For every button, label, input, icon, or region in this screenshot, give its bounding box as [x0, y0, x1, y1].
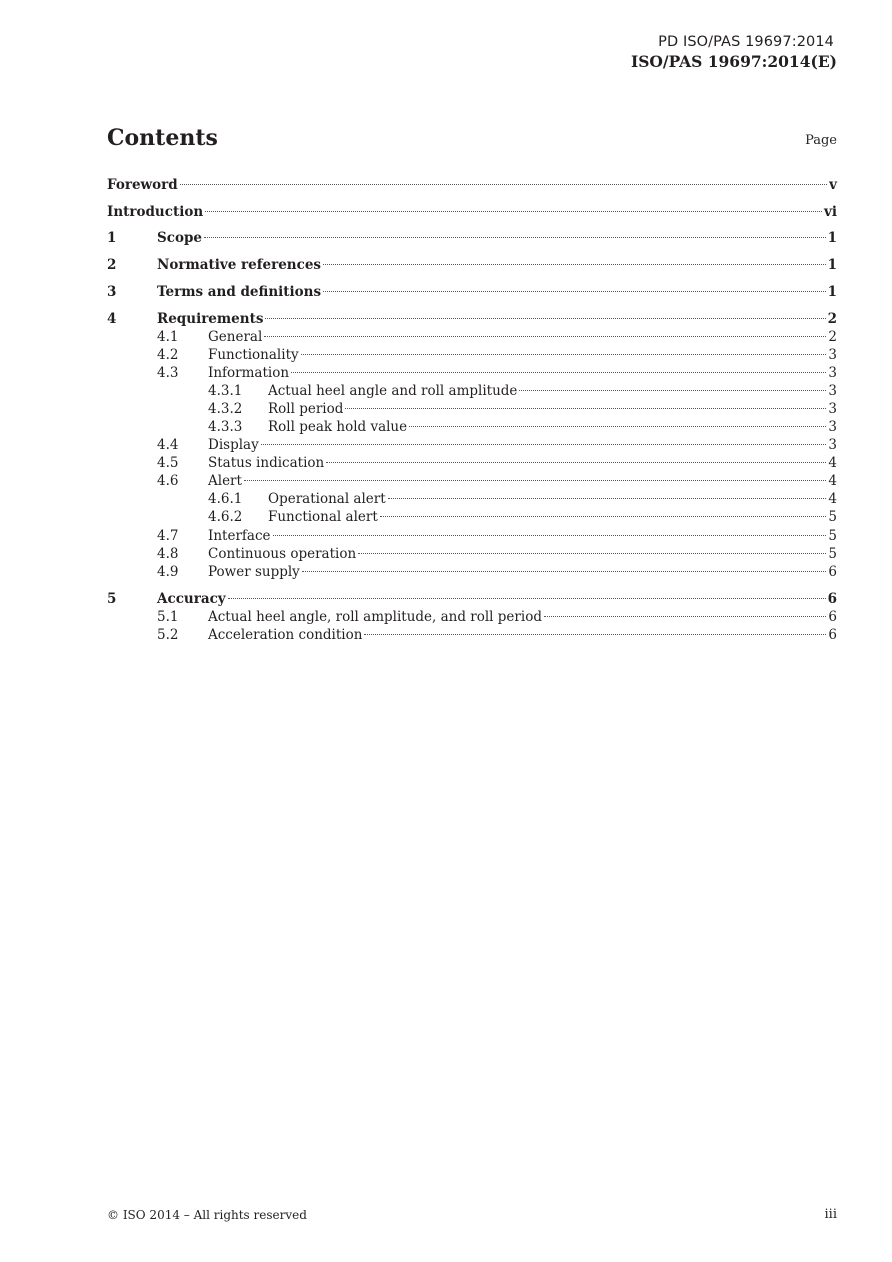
- toc-entry-number: 5: [107, 591, 117, 607]
- toc-leader-dots: [358, 552, 826, 554]
- toc-entry[interactable]: [107, 563, 837, 581]
- toc-leader-dots: [519, 389, 826, 391]
- toc-entry-label: Functionality: [208, 347, 299, 363]
- toc-entry-page: 2: [828, 329, 837, 345]
- toc-leader-dots: [326, 461, 826, 463]
- toc-entry[interactable]: [107, 283, 837, 301]
- toc-leader-dots: [544, 615, 826, 617]
- toc-entry-number: 3: [107, 284, 117, 300]
- toc-entry[interactable]: [107, 436, 837, 454]
- toc-entry-page: 3: [828, 383, 837, 399]
- toc-leader-dots: [204, 236, 826, 238]
- toc-entry-number: 4.6: [157, 473, 179, 489]
- toc-entry-number: 4.2: [157, 347, 179, 363]
- toc-entry[interactable]: [107, 382, 837, 400]
- toc-entry-page: 3: [828, 437, 837, 453]
- header-standard-number: ISO/PAS 19697:2014(E): [630, 52, 837, 71]
- toc-entry[interactable]: [107, 203, 837, 221]
- toc-entry-number: 4.5: [157, 455, 179, 471]
- toc-entry-label: Power supply: [208, 564, 300, 580]
- toc-entry[interactable]: [107, 454, 837, 472]
- footer-page-number: iii: [824, 1207, 837, 1222]
- toc-leader-dots: [364, 633, 826, 635]
- toc-leader-dots: [244, 479, 826, 481]
- toc-entry-label: Terms and definitions: [157, 284, 322, 300]
- toc-entry-page: 3: [828, 365, 837, 381]
- toc-leader-dots: [302, 570, 827, 572]
- toc-entry-label: Roll peak hold value: [268, 419, 408, 435]
- toc-entry[interactable]: [107, 472, 837, 490]
- toc-leader-dots: [323, 263, 826, 265]
- toc-leader-dots: [180, 183, 827, 185]
- toc-entry[interactable]: [107, 508, 837, 526]
- toc-entry-page: 3: [828, 347, 837, 363]
- toc-leader-dots: [380, 515, 827, 517]
- toc-entry-page: 3: [828, 419, 837, 435]
- toc-entry-number: 4: [107, 311, 117, 327]
- toc-entry-number: 4.9: [157, 564, 179, 580]
- toc-entry-label: Accuracy: [157, 591, 226, 607]
- toc-entry-number: 1: [107, 230, 117, 246]
- toc-entry-label: Scope: [157, 230, 203, 246]
- toc-entry-page: 6: [828, 609, 837, 625]
- toc-entry-number: 4.3.1: [208, 383, 243, 399]
- toc-entry-label: Actual heel angle and roll amplitude: [268, 383, 518, 399]
- toc-leader-dots: [264, 335, 826, 337]
- toc-entry-number: 4.6.1: [208, 491, 243, 507]
- toc-entry-number: 4.3: [157, 365, 179, 381]
- toc-entry-page: v: [829, 177, 837, 193]
- toc-entry-label: Display: [208, 437, 259, 453]
- toc-entry[interactable]: [107, 346, 837, 364]
- toc-entry-page: vi: [824, 204, 837, 220]
- toc-entry-number: 4.3.2: [208, 401, 243, 417]
- toc-entry[interactable]: [107, 418, 837, 436]
- toc-entry-label: Normative references: [157, 257, 322, 273]
- toc-entry-page: 4: [828, 491, 837, 507]
- toc-leader-dots: [291, 371, 826, 373]
- toc-entry-page: 6: [827, 591, 837, 607]
- toc-entry-number: 2: [107, 257, 117, 273]
- toc-leader-dots: [388, 497, 827, 499]
- toc-leader-dots: [273, 534, 827, 536]
- toc-entry[interactable]: [107, 176, 837, 194]
- toc-leader-dots: [345, 407, 826, 409]
- toc-entry-number: 4.6.2: [208, 509, 243, 525]
- header-designation: PD ISO/PAS 19697:2014: [658, 34, 834, 50]
- toc-entry-page: 4: [828, 473, 837, 489]
- toc-entry-label: Continuous operation: [208, 546, 357, 562]
- footer-copyright: © ISO 2014 – All rights reserved: [107, 1208, 307, 1222]
- toc-entry-page: 4: [828, 455, 837, 471]
- toc-entry-label: Introduction: [107, 204, 204, 220]
- toc-leader-dots: [205, 210, 822, 212]
- page-column-label: Page: [805, 133, 837, 148]
- toc-entry-label: Actual heel angle, roll amplitude, and roll period: [208, 609, 542, 625]
- toc-entry[interactable]: [107, 328, 837, 346]
- toc-entry-page: 1: [827, 284, 837, 300]
- toc-entry[interactable]: [107, 626, 837, 644]
- toc-entry-label: Status indication: [208, 455, 325, 471]
- toc-entry[interactable]: [107, 364, 837, 382]
- toc-leader-dots: [265, 317, 825, 319]
- toc-entry-page: 5: [828, 546, 837, 562]
- toc-entry-page: 5: [828, 509, 837, 525]
- toc-entry[interactable]: [107, 229, 837, 247]
- toc-entry-page: 1: [827, 230, 837, 246]
- toc-entry[interactable]: [107, 590, 837, 608]
- toc-leader-dots: [409, 425, 826, 427]
- toc-entry-number: 5.2: [157, 627, 179, 643]
- toc-entry-page: 5: [828, 528, 837, 544]
- toc-entry-number: 4.4: [157, 437, 179, 453]
- toc-entry[interactable]: [107, 400, 837, 418]
- toc-entry-page: 1: [827, 257, 837, 273]
- toc-leader-dots: [261, 443, 827, 445]
- toc-entry[interactable]: [107, 256, 837, 274]
- toc-entry-label: Functional alert: [268, 509, 378, 525]
- toc-entry-number: 4.3.3: [208, 419, 243, 435]
- toc-entry[interactable]: [107, 310, 837, 328]
- toc-entry-number: 4.8: [157, 546, 179, 562]
- toc-entry-label: Alert: [208, 473, 242, 489]
- toc-leader-dots: [323, 290, 826, 292]
- toc-entry[interactable]: [107, 490, 837, 508]
- toc-entry-number: 5.1: [157, 609, 179, 625]
- toc-entry-label: Foreword: [107, 177, 178, 193]
- toc-leader-dots: [228, 597, 826, 599]
- toc-entry-page: 2: [827, 311, 837, 327]
- toc-entry-label: Interface: [208, 528, 271, 544]
- toc-entry[interactable]: [107, 527, 837, 545]
- toc-entry-number: 4.7: [157, 528, 179, 544]
- toc-entry[interactable]: [107, 608, 837, 626]
- toc-leader-dots: [301, 353, 827, 355]
- toc-entry-label: Information: [208, 365, 290, 381]
- toc-entry-label: General: [208, 329, 263, 345]
- toc-entry-label: Operational alert: [268, 491, 386, 507]
- toc-entry-label: Requirements: [157, 311, 264, 327]
- toc-entry[interactable]: [107, 545, 837, 563]
- toc-entry-page: 3: [828, 401, 837, 417]
- page-title: Contents: [107, 125, 218, 151]
- toc-entry-page: 6: [828, 564, 837, 580]
- toc-entry-label: Roll period: [268, 401, 344, 417]
- toc-entry-number: 4.1: [157, 329, 179, 345]
- toc-entry-page: 6: [828, 627, 837, 643]
- toc-entry-label: Acceleration condition: [208, 627, 363, 643]
